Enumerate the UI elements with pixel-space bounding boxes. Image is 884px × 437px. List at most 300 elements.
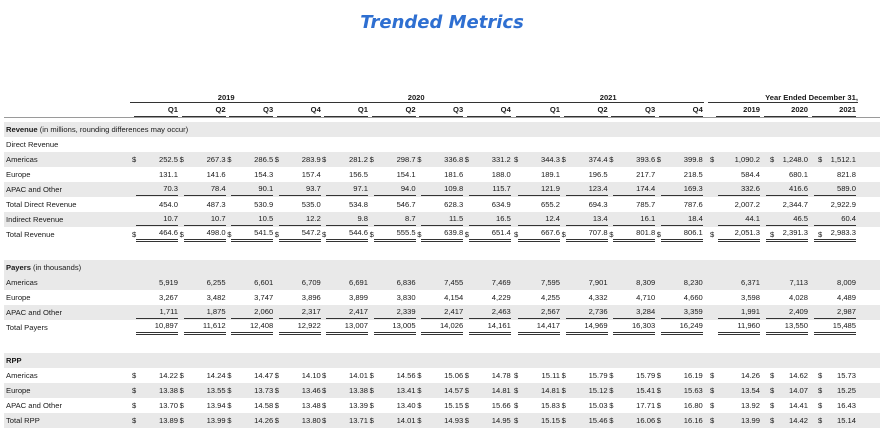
quarter-value: 109.8 <box>421 182 463 196</box>
quarter-value: 13,005 <box>374 320 416 335</box>
currency-symbol: $ <box>609 401 614 410</box>
quarter-value: 3,359 <box>661 305 703 319</box>
spacer <box>4 344 880 353</box>
currency-symbol: $ <box>770 230 775 239</box>
spacer <box>4 335 880 344</box>
currency-symbol: $ <box>369 371 374 380</box>
quarter-value: 785.7 <box>636 200 656 209</box>
currency-symbol: $ <box>227 386 232 395</box>
quarter-value: 13.48 <box>301 401 321 410</box>
quarter-value: 15.15 <box>540 416 560 425</box>
currency-symbol: $ <box>710 401 715 410</box>
currency-symbol: $ <box>514 416 519 425</box>
quarter-value: 498.0 <box>184 227 226 242</box>
row-label: Total Revenue <box>6 230 55 239</box>
currency-symbol: $ <box>514 371 519 380</box>
quarter-value: 806.1 <box>661 227 703 242</box>
quarter-value: 13.80 <box>301 416 321 425</box>
quarter-value: 97.1 <box>326 182 368 196</box>
currency-symbol: $ <box>464 230 470 239</box>
quarter-value: 10,897 <box>136 320 178 335</box>
quarter-value: 4,255 <box>540 293 560 302</box>
quarter-value: 655.2 <box>540 200 560 209</box>
annual-value: 3,598 <box>740 293 760 302</box>
quarter-value: 15.15 <box>444 401 464 410</box>
quarter-value: 14.24 <box>206 371 226 380</box>
annual-value: 1,512.1 <box>830 155 856 164</box>
revenue-row <box>4 152 880 167</box>
annual-value: 332.6 <box>718 182 760 196</box>
quarter-value: 634.9 <box>491 200 511 209</box>
payers-row <box>4 290 880 305</box>
currency-symbol: $ <box>561 416 566 425</box>
currency-symbol: $ <box>322 386 327 395</box>
quarter-value: 3,896 <box>301 293 321 302</box>
quarter-value: 487.3 <box>206 200 226 209</box>
currency-symbol: $ <box>818 386 823 395</box>
currency-symbol: $ <box>274 371 280 380</box>
row-label: Americas <box>6 155 38 164</box>
currency-symbol: $ <box>227 416 232 425</box>
quarter-value: 15.79 <box>636 371 656 380</box>
quarter-label: Q4 <box>310 105 321 114</box>
currency-symbol: $ <box>417 401 422 410</box>
quarter-value: 14.93 <box>444 416 464 425</box>
quarter-value: 534.8 <box>348 200 368 209</box>
quarter-value: 189.1 <box>540 170 560 179</box>
quarter-value: 15.12 <box>588 386 608 395</box>
quarter-value: 6,255 <box>206 278 226 287</box>
revenue-title-note: (in millions, rounding differences may occur) <box>37 125 189 134</box>
currency-symbol: $ <box>464 401 470 410</box>
currency-symbol: $ <box>609 386 614 395</box>
quarter-value: 11.5 <box>421 212 463 226</box>
currency-symbol: $ <box>132 230 137 239</box>
rpp-row <box>4 413 880 428</box>
quarter-value: 16,303 <box>613 320 655 335</box>
quarter-value: 14.78 <box>491 371 511 380</box>
row-label: Americas <box>6 278 38 287</box>
quarter-label: Q1 <box>549 105 560 114</box>
payers-row <box>4 320 880 335</box>
quarter-value: 14.81 <box>491 386 511 395</box>
quarter-value: 16.80 <box>683 401 703 410</box>
annual-value: 44.1 <box>718 212 760 226</box>
currency-symbol: $ <box>609 155 614 164</box>
quarter-value: 2,060 <box>231 305 273 319</box>
quarter-value: 10.5 <box>231 212 273 226</box>
quarter-value: 16.16 <box>683 416 703 425</box>
quarter-value: 283.9 <box>301 155 321 164</box>
annual-value: 821.8 <box>836 170 856 179</box>
quarter-value: 6,601 <box>254 278 274 287</box>
quarter-value: 535.0 <box>301 200 321 209</box>
currency-symbol: $ <box>609 230 614 239</box>
currency-symbol: $ <box>369 386 374 395</box>
quarter-value: 3,482 <box>206 293 226 302</box>
currency-symbol: $ <box>369 401 374 410</box>
quarter-value: 2,567 <box>518 305 560 319</box>
spacer <box>4 251 880 260</box>
quarter-value: 156.5 <box>348 170 368 179</box>
revenue-row <box>4 227 880 242</box>
row-label: APAC and Other <box>6 185 62 194</box>
row-label: Europe <box>6 170 31 179</box>
annual-value: 4,028 <box>788 293 808 302</box>
row-label: Total Direct Revenue <box>6 200 77 209</box>
currency-symbol: $ <box>770 155 775 164</box>
quarter-value: 544.6 <box>326 227 368 242</box>
annual-value: 1,991 <box>718 305 760 319</box>
quarter-value: 15.79 <box>588 371 608 380</box>
quarter-value: 181.6 <box>444 170 464 179</box>
annual-value: 6,371 <box>740 278 760 287</box>
quarter-value: 336.8 <box>444 155 464 164</box>
currency-symbol: $ <box>656 230 662 239</box>
year-header: 2021 <box>512 92 704 103</box>
payers-row <box>4 305 880 320</box>
annual-value: 16.43 <box>836 401 856 410</box>
currency-symbol: $ <box>770 416 775 425</box>
annual-value: 15.25 <box>836 386 856 395</box>
currency-symbol: $ <box>417 416 422 425</box>
quarter-value: 12,922 <box>279 320 321 335</box>
currency-symbol: $ <box>322 401 327 410</box>
annual-value: 2,922.9 <box>830 200 856 209</box>
quarter-value: 14.01 <box>348 371 368 380</box>
quarter-value: 14.47 <box>254 371 274 380</box>
direct-revenue-label-row <box>4 137 880 152</box>
quarter-value: 196.5 <box>588 170 608 179</box>
quarter-value: 13.89 <box>158 416 178 425</box>
currency-symbol: $ <box>770 371 775 380</box>
quarter-value: 13.38 <box>158 386 178 395</box>
quarter-value: 286.5 <box>254 155 274 164</box>
currency-symbol: $ <box>417 155 422 164</box>
quarter-value: 3,747 <box>254 293 274 302</box>
quarter-value: 3,899 <box>348 293 368 302</box>
quarter-value: 651.4 <box>469 227 511 242</box>
quarter-value: 2,417 <box>421 305 463 319</box>
rpp-row <box>4 383 880 398</box>
annual-value: 8,009 <box>836 278 856 287</box>
rpp-title <box>6 353 22 368</box>
quarter-value: 801.8 <box>613 227 655 242</box>
rpp-row <box>4 368 880 383</box>
currency-symbol: $ <box>656 416 662 425</box>
annual-year-label: 2021 <box>839 105 856 114</box>
quarter-value: 13.55 <box>206 386 226 395</box>
annual-value: 13.99 <box>740 416 760 425</box>
quarter-label: Q2 <box>215 105 226 114</box>
currency-symbol: $ <box>369 155 374 164</box>
annual-value: 2,987 <box>814 305 856 319</box>
row-label: Europe <box>6 293 31 302</box>
currency-symbol: $ <box>417 371 422 380</box>
quarter-value: 628.3 <box>444 200 464 209</box>
currency-symbol: $ <box>179 401 184 410</box>
quarter-value: 188.0 <box>491 170 511 179</box>
quarter-value: 90.1 <box>231 182 273 196</box>
quarter-value: 374.4 <box>588 155 608 164</box>
quarter-value: 18.4 <box>661 212 703 226</box>
payers-header <box>4 260 880 275</box>
currency-symbol: $ <box>132 416 137 425</box>
quarter-value: 6,691 <box>348 278 368 287</box>
currency-symbol: $ <box>274 230 280 239</box>
currency-symbol: $ <box>179 371 184 380</box>
revenue-header <box>4 122 880 137</box>
quarter-value: 298.7 <box>396 155 416 164</box>
quarter-value: 15.46 <box>588 416 608 425</box>
quarter-value: 12,408 <box>231 320 273 335</box>
quarter-value: 4,660 <box>683 293 703 302</box>
row-label: Europe <box>6 386 31 395</box>
quarter-value: 15.63 <box>683 386 703 395</box>
currency-symbol: $ <box>369 230 374 239</box>
currency-symbol: $ <box>609 416 614 425</box>
currency-symbol: $ <box>710 371 715 380</box>
quarter-value: 13.46 <box>301 386 321 395</box>
quarter-label: Q1 <box>167 105 178 114</box>
quarter-value: 4,229 <box>491 293 511 302</box>
row-label: Indirect Revenue <box>6 215 64 224</box>
annual-value: 2,344.7 <box>782 200 808 209</box>
currency-symbol: $ <box>818 155 823 164</box>
currency-symbol: $ <box>514 155 519 164</box>
annual-value: 13.92 <box>740 401 760 410</box>
annual-value: 13,550 <box>766 320 808 335</box>
quarter-value: 12.2 <box>279 212 321 226</box>
annual-value: 2,007.2 <box>734 200 760 209</box>
currency-symbol: $ <box>227 371 232 380</box>
currency-symbol: $ <box>464 416 470 425</box>
revenue-row <box>4 197 880 212</box>
currency-symbol: $ <box>179 155 184 164</box>
annual-value: 2,051.3 <box>718 227 760 242</box>
currency-symbol: $ <box>464 371 470 380</box>
row-label: APAC and Other <box>6 401 62 410</box>
quarter-value: 16.5 <box>469 212 511 226</box>
quarter-value: 16.1 <box>613 212 655 226</box>
quarter-value: 14.95 <box>491 416 511 425</box>
currency-symbol: $ <box>561 155 566 164</box>
quarter-value: 4,710 <box>636 293 656 302</box>
quarter-value: 7,469 <box>491 278 511 287</box>
quarter-value: 2,339 <box>374 305 416 319</box>
annual-value: 14.07 <box>788 386 808 395</box>
quarter-value: 639.8 <box>421 227 463 242</box>
quarter-value: 17.71 <box>636 401 656 410</box>
quarter-value: 14,417 <box>518 320 560 335</box>
rpp-row <box>4 398 880 413</box>
quarter-value: 707.8 <box>566 227 608 242</box>
currency-symbol: $ <box>274 386 280 395</box>
currency-symbol: $ <box>514 230 519 239</box>
currency-symbol: $ <box>417 386 422 395</box>
currency-symbol: $ <box>818 230 823 239</box>
annual-value: 15,485 <box>814 320 856 335</box>
quarter-value: 131.1 <box>158 170 178 179</box>
currency-symbol: $ <box>274 401 280 410</box>
currency-symbol: $ <box>179 416 184 425</box>
quarter-value: 93.7 <box>279 182 321 196</box>
quarter-value: 555.5 <box>374 227 416 242</box>
quarter-value: 15.06 <box>444 371 464 380</box>
quarter-value: 2,463 <box>469 305 511 319</box>
annual-value: 2,409 <box>766 305 808 319</box>
quarter-value: 94.0 <box>374 182 416 196</box>
annual-value: 14.62 <box>788 371 808 380</box>
revenue-title <box>6 122 188 137</box>
currency-symbol: $ <box>322 230 327 239</box>
quarter-value: 13.4 <box>566 212 608 226</box>
quarter-header-row <box>4 104 880 117</box>
quarter-value: 123.4 <box>566 182 608 196</box>
currency-symbol: $ <box>514 401 519 410</box>
annual-value: 2,391.3 <box>766 227 808 242</box>
quarter-value: 13.41 <box>396 386 416 395</box>
payers-title <box>6 260 81 275</box>
direct-revenue-label: Direct Revenue <box>6 140 59 149</box>
quarter-value: 694.3 <box>588 200 608 209</box>
annual-value: 14.41 <box>788 401 808 410</box>
quarter-value: 6,709 <box>301 278 321 287</box>
annual-year-label: 2019 <box>743 105 760 114</box>
currency-symbol: $ <box>227 155 232 164</box>
currency-symbol: $ <box>227 401 232 410</box>
quarter-value: 14.58 <box>254 401 274 410</box>
quarter-value: 15.03 <box>588 401 608 410</box>
annual-value: 14.42 <box>788 416 808 425</box>
currency-symbol: $ <box>710 230 715 239</box>
currency-symbol: $ <box>322 416 327 425</box>
quarter-label: Q2 <box>597 105 608 114</box>
quarter-value: 252.5 <box>158 155 178 164</box>
revenue-title-bold: Revenue <box>6 125 38 134</box>
quarter-value: 78.4 <box>184 182 226 196</box>
quarter-value: 7,595 <box>540 278 560 287</box>
revenue-row <box>4 182 880 197</box>
quarter-value: 11,612 <box>184 320 226 335</box>
annual-value: 589.0 <box>814 182 856 196</box>
currency-symbol: $ <box>369 416 374 425</box>
quarter-value: 10.7 <box>184 212 226 226</box>
quarter-value: 5,919 <box>158 278 178 287</box>
quarter-value: 3,830 <box>396 293 416 302</box>
quarter-value: 3,284 <box>613 305 655 319</box>
quarter-value: 281.2 <box>348 155 368 164</box>
currency-symbol: $ <box>227 230 232 239</box>
quarter-value: 14.56 <box>396 371 416 380</box>
row-label: Total Payers <box>6 323 48 332</box>
currency-symbol: $ <box>609 371 614 380</box>
year-header-row <box>4 92 880 104</box>
currency-symbol: $ <box>710 416 715 425</box>
quarter-value: 16.06 <box>636 416 656 425</box>
quarter-value: 14.57 <box>444 386 464 395</box>
annual-value: 15.14 <box>836 416 856 425</box>
quarter-value: 70.3 <box>136 182 178 196</box>
annual-value: 15.73 <box>836 371 856 380</box>
quarter-value: 14.10 <box>301 371 321 380</box>
quarter-value: 14,161 <box>469 320 511 335</box>
currency-symbol: $ <box>561 230 566 239</box>
currency-symbol: $ <box>179 386 184 395</box>
quarter-label: Q3 <box>453 105 464 114</box>
quarter-value: 217.7 <box>636 170 656 179</box>
row-label: Americas <box>6 371 38 380</box>
quarter-value: 399.8 <box>683 155 703 164</box>
annual-value: 4,489 <box>836 293 856 302</box>
annual-header: Year Ended December 31, <box>708 92 858 103</box>
quarter-value: 15.11 <box>541 371 560 380</box>
quarter-value: 6,836 <box>396 278 416 287</box>
payers-row <box>4 275 880 290</box>
quarter-value: 7,901 <box>588 278 608 287</box>
currency-symbol: $ <box>322 371 327 380</box>
quarter-value: 13.71 <box>348 416 368 425</box>
rpp-title-bold: RPP <box>6 356 22 365</box>
quarter-value: 393.6 <box>636 155 656 164</box>
annual-value: 14.26 <box>740 371 760 380</box>
quarter-value: 344.3 <box>540 155 560 164</box>
currency-symbol: $ <box>132 155 137 164</box>
quarter-value: 16.19 <box>683 371 703 380</box>
quarter-value: 13,007 <box>326 320 368 335</box>
currency-symbol: $ <box>710 155 715 164</box>
annual-value: 416.6 <box>766 182 808 196</box>
currency-symbol: $ <box>464 155 470 164</box>
currency-symbol: $ <box>656 371 662 380</box>
quarter-value: 14.01 <box>396 416 416 425</box>
revenue-row <box>4 167 880 182</box>
annual-value: 11,960 <box>718 320 760 335</box>
currency-symbol: $ <box>322 155 327 164</box>
quarter-value: 8.7 <box>374 212 416 226</box>
quarter-value: 1,711 <box>136 305 178 319</box>
row-label: Total RPP <box>6 416 40 425</box>
annual-value: 7,113 <box>789 278 808 287</box>
currency-symbol: $ <box>132 401 137 410</box>
currency-symbol: $ <box>417 230 422 239</box>
quarter-value: 218.5 <box>683 170 703 179</box>
annual-value: 46.5 <box>766 212 808 226</box>
currency-symbol: $ <box>710 386 715 395</box>
quarter-value: 13.70 <box>158 401 178 410</box>
quarter-value: 8,230 <box>683 278 703 287</box>
quarter-value: 16,249 <box>661 320 703 335</box>
annual-value: 1,090.2 <box>734 155 760 164</box>
quarter-value: 14.26 <box>254 416 274 425</box>
quarter-label: Q3 <box>263 105 274 114</box>
quarter-value: 530.9 <box>254 200 274 209</box>
quarter-label: Q4 <box>500 105 511 114</box>
quarter-value: 13.38 <box>348 386 368 395</box>
currency-symbol: $ <box>770 401 775 410</box>
quarter-value: 115.7 <box>469 182 511 196</box>
quarter-value: 13.94 <box>206 401 226 410</box>
quarter-value: 331.2 <box>491 155 511 164</box>
quarter-value: 174.4 <box>613 182 655 196</box>
quarter-value: 4,154 <box>444 293 464 302</box>
quarter-value: 10.7 <box>136 212 178 226</box>
quarter-value: 546.7 <box>396 200 416 209</box>
currency-symbol: $ <box>656 401 662 410</box>
quarter-value: 2,736 <box>566 305 608 319</box>
quarter-label: Q4 <box>692 105 703 114</box>
quarter-value: 541.5 <box>231 227 273 242</box>
